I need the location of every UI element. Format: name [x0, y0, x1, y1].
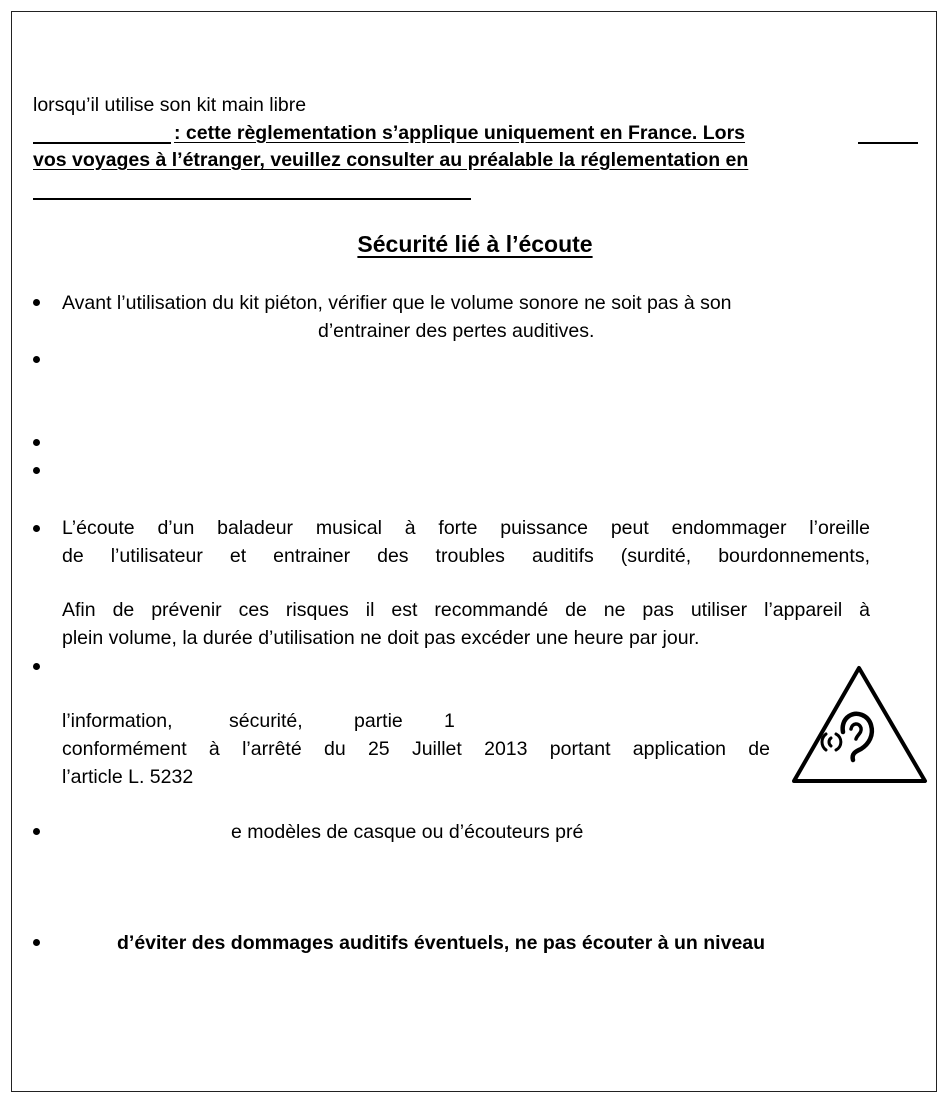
bullet-marker [33, 299, 40, 306]
bullet-6-line-3: l’article L. 5232 [62, 766, 194, 788]
bullet-8-line-1: d’éviter des dommages auditifs éventuels, ne pas écouter à un niveau [117, 932, 766, 954]
bullet-6-word-3: partie [354, 710, 403, 732]
bullet-5-line-3: Afin de prévenir ces risques il est recommandé de ne pas utiliser l’appareil à [62, 599, 870, 621]
underline-blank-1 [33, 142, 171, 144]
bullet-6-word-4: 1 [444, 710, 455, 732]
underline-blank-2 [858, 142, 918, 144]
bullet-1-line-2: d’entrainer des pertes auditives. [318, 320, 595, 342]
bullet-marker [33, 356, 40, 363]
bullet-5-line-4: plein volume, la durée d’utilisation ne doit pas excéder une heure par jour. [62, 627, 700, 649]
hearing-warning-icon [791, 665, 928, 784]
intro-line-2: : cette règlementation s’applique uniquement en France. Lors [174, 122, 746, 144]
bullet-marker [33, 439, 40, 446]
bullet-marker [33, 663, 40, 670]
bullet-marker [33, 467, 40, 474]
bullet-1-line-1: Avant l’utilisation du kit piéton, vérifier que le volume sonore ne soit pas à son [62, 292, 732, 314]
section-title: Sécurité lié à l’écoute [357, 231, 593, 257]
underline-blank-3 [33, 198, 471, 200]
bullet-marker [33, 828, 40, 835]
bullet-6-word-1: l’information, [62, 710, 173, 732]
bullet-7-line-1: e modèles de casque ou d’écouteurs pré [231, 821, 584, 843]
intro-line-3: vos voyages à l’étranger, veuillez consulter au préalable la réglementation en [33, 149, 749, 171]
bullet-marker [33, 939, 40, 946]
bullet-5-line-2: de l’utilisateur et entrainer des troubles auditifs (surdité, bourdonnements, [62, 545, 870, 567]
intro-line-1: lorsqu’il utilise son kit main libre [33, 94, 307, 116]
bullet-marker [33, 525, 40, 532]
bullet-5-line-1: L’écoute d’un baladeur musical à forte puissance peut endommager l’oreille [62, 517, 870, 539]
bullet-6-word-2: sécurité, [229, 710, 303, 732]
bullet-6-line-2: conformément à l’arrêté du 25 Juillet 2013 portant application de [62, 738, 770, 760]
